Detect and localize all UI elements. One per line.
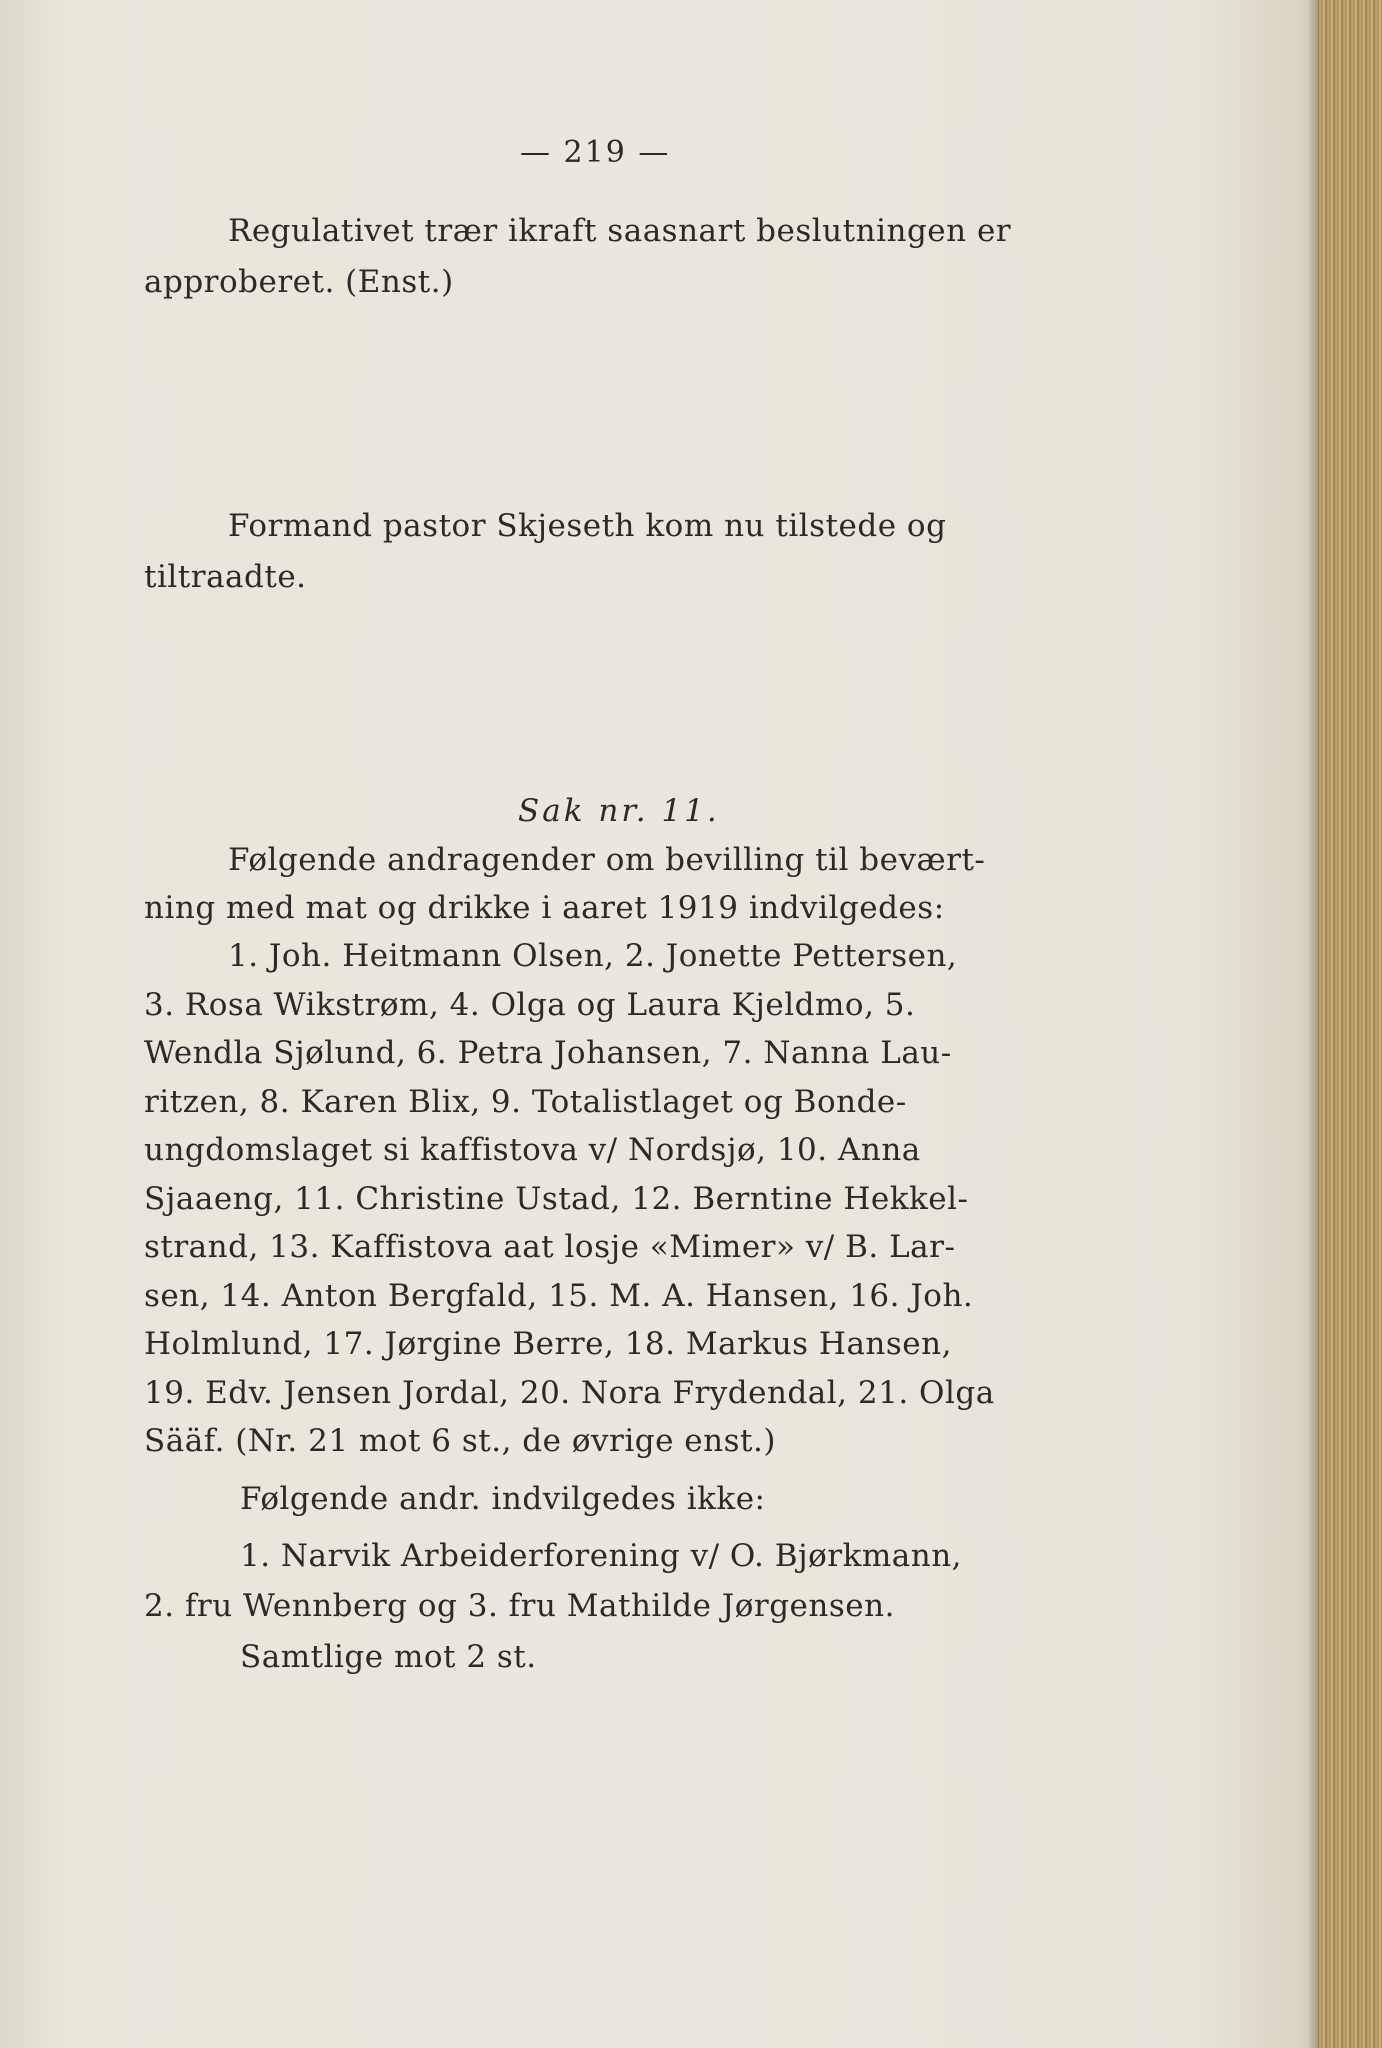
text-line: 1. Narvik Arbeiderforening v/ O. Bjørkmann, [240, 1538, 963, 1574]
text-line: Regulativet trær ikraft saasnart beslutningen er [228, 213, 1012, 249]
text-line: Samtlige mot 2 st. [240, 1639, 537, 1675]
text-line: Formand pastor Skjeseth kom nu tilstede og [228, 508, 947, 544]
text-line: approberet. (Enst.) [144, 264, 454, 300]
page-number: — 219 — [520, 135, 671, 170]
text-line: ritzen, 8. Karen Blix, 9. Totalistlaget og Bonde- [144, 1084, 907, 1120]
text-line: ungdomslaget si kaffistova v/ Nordsjø, 10. Anna [144, 1132, 921, 1168]
text-line: Følgende andragender om bevilling til bevært- [228, 842, 986, 878]
text-line: tiltraadte. [144, 559, 307, 595]
page-stack-edge [1318, 0, 1382, 2048]
section-heading: Sak nr. 11. [518, 793, 720, 829]
text-line: 3. Rosa Wikstrøm, 4. Olga og Laura Kjeldmo, 5. [144, 987, 916, 1023]
text-line: 2. fru Wennberg og 3. fru Mathilde Jørgensen. [144, 1588, 895, 1624]
text-line: ning med mat og drikke i aaret 1919 indvilgedes: [144, 890, 945, 926]
text-line: Holmlund, 17. Jørgine Berre, 18. Markus Hansen, [144, 1326, 952, 1362]
text-line: strand, 13. Kaffistova aat losje «Mimer» v/ B. Lar- [144, 1229, 956, 1265]
text-line: Sääf. (Nr. 21 mot 6 st., de øvrige enst.) [144, 1423, 776, 1459]
text-line: 1. Joh. Heitmann Olsen, 2. Jonette Pettersen, [228, 938, 958, 974]
text-line: Sjaaeng, 11. Christine Ustad, 12. Berntine Hekkel- [144, 1181, 969, 1217]
text-line: 19. Edv. Jensen Jordal, 20. Nora Frydendal, 21. Olga [144, 1375, 995, 1411]
text-line: Følgende andr. indvilgedes ikke: [240, 1481, 766, 1517]
text-line: sen, 14. Anton Bergfald, 15. M. A. Hansen, 16. Joh. [144, 1278, 974, 1314]
text-line: Wendla Sjølund, 6. Petra Johansen, 7. Nanna Lau- [144, 1035, 952, 1071]
